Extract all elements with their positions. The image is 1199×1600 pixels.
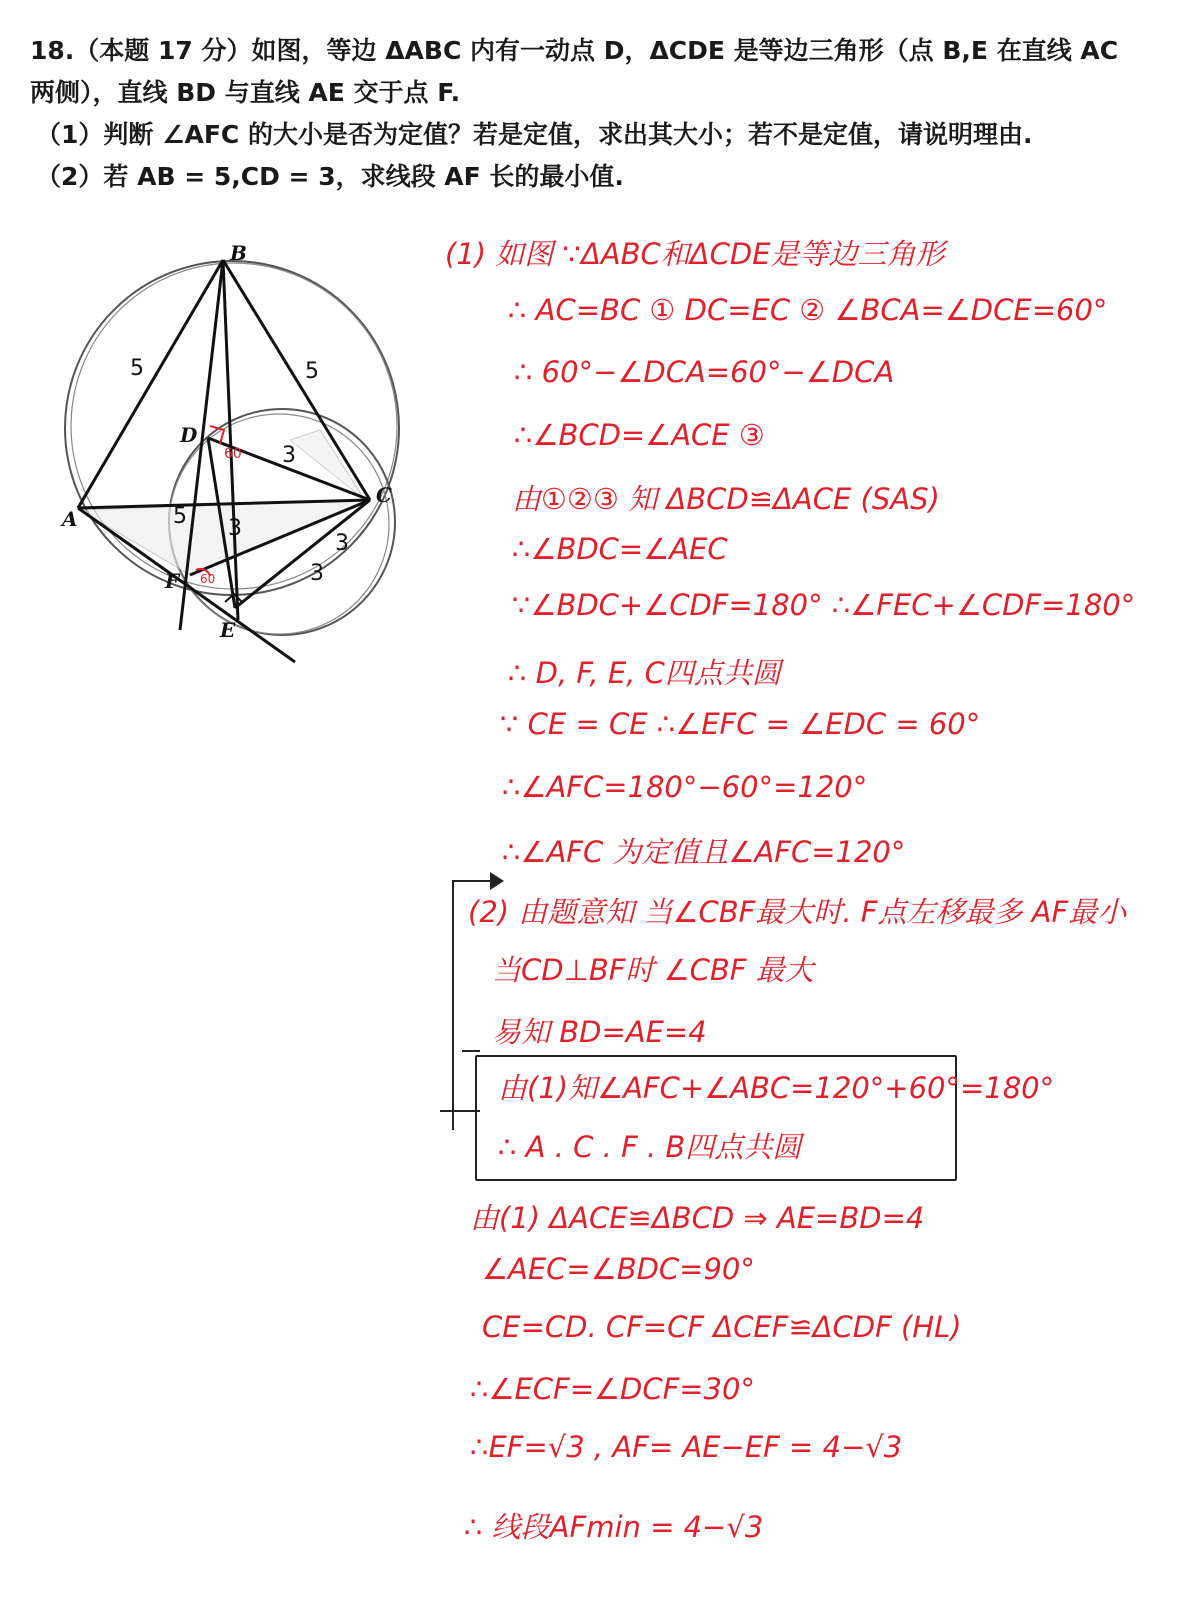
solution-line: ∵∠BDC+∠CDF=180° ∴∠FEC+∠CDF=180° xyxy=(512,588,1136,622)
solution-line: ∴∠BDC=∠AEC xyxy=(512,532,728,566)
segment-ab xyxy=(78,260,223,508)
figure-svg xyxy=(20,230,440,680)
label-d: D xyxy=(180,423,198,447)
solution xyxy=(440,0,1180,1600)
length-ab: 5 xyxy=(130,356,144,381)
solution-line: ∴ 线段AFmin = 4−√3 xyxy=(464,1510,764,1544)
length-ce-1: 3 xyxy=(335,531,349,556)
solution-line: 当CD⊥BF时 ∠CBF 最大 xyxy=(492,953,814,987)
label-a: A xyxy=(62,507,78,531)
problem-line-2: 两侧），直线 BD 与直线 AE 交于点 F. xyxy=(30,78,461,107)
solution-line: ∴∠AFC=180°−60°=120° xyxy=(502,770,868,804)
solution-line: ∴EF=√3 , AF= AE−EF = 4−√3 xyxy=(470,1430,903,1464)
label-c: C xyxy=(376,483,392,507)
length-ce-2: 3 xyxy=(310,561,324,586)
svg-text:60: 60 xyxy=(200,572,216,586)
solution-line: ∴∠BCD=∠ACE ③ xyxy=(514,418,765,452)
solution-line: 易知 BD=AE=4 xyxy=(492,1015,707,1049)
length-af: 5 xyxy=(173,504,187,529)
question-2: （2）若 AB = 5,CD = 3，求线段 AF 长的最小值. xyxy=(36,162,624,191)
solution-line: 由①②③ 知 ΔBCD≌ΔACE (SAS) xyxy=(512,482,940,516)
length-de: 3 xyxy=(228,516,242,541)
label-b: B xyxy=(230,241,247,265)
svg-text:60: 60 xyxy=(224,446,242,462)
solution-line: (2) 由题意知 当∠CBF最大时. F点左移最多 AF最小 xyxy=(468,895,1127,929)
solution-line: CE=CD. CF=CF ΔCEF≌ΔCDF (HL) xyxy=(482,1310,962,1344)
solution-line: ∴ A . C . F . B四点共圆 xyxy=(498,1130,802,1164)
label-e: E xyxy=(220,618,236,642)
solution-line: ∴∠AFC 为定值且∠AFC=120° xyxy=(502,835,906,869)
solution-line: 由(1) ΔACE≌ΔBCD ⇒ AE=BD=4 xyxy=(470,1201,925,1235)
question-1: （1）判断 ∠AFC 的大小是否为定值？若是定值，求出其大小；若不是定值，请说明理由. xyxy=(36,120,1033,149)
length-bc: 5 xyxy=(305,359,319,384)
label-f: F xyxy=(165,569,180,593)
solution-line: ∠AEC=∠BDC=90° xyxy=(482,1252,755,1286)
solution-line: ∵ CE = CE ∴∠EFC = ∠EDC = 60° xyxy=(500,707,981,741)
geometry-figure xyxy=(20,230,440,680)
segment-be xyxy=(223,260,238,620)
length-dc: 3 xyxy=(282,443,296,468)
solution-line: (1) 如图 ∵ΔABC和ΔCDE是等边三角形 xyxy=(445,237,945,271)
solution-line: 由(1)知∠AFC+∠ABC=120°+60°=180° xyxy=(498,1071,1055,1105)
problem-line-1: 18.（本题 17 分）如图，等边 ΔABC 内有一动点 D，ΔCDE 是等边三角形（点 B,E 在直线 AC xyxy=(30,36,1119,65)
solution-line: ∴∠ECF=∠DCF=30° xyxy=(470,1372,755,1406)
solution-line: ∴ AC=BC ① DC=EC ② ∠BCA=∠DCE=60° xyxy=(508,293,1108,327)
solution-line: ∴ D, F, E, C四点共圆 xyxy=(508,656,781,690)
solution-line: ∴ 60°−∠DCA=60°−∠DCA xyxy=(514,355,895,389)
segment-bc xyxy=(223,260,370,500)
